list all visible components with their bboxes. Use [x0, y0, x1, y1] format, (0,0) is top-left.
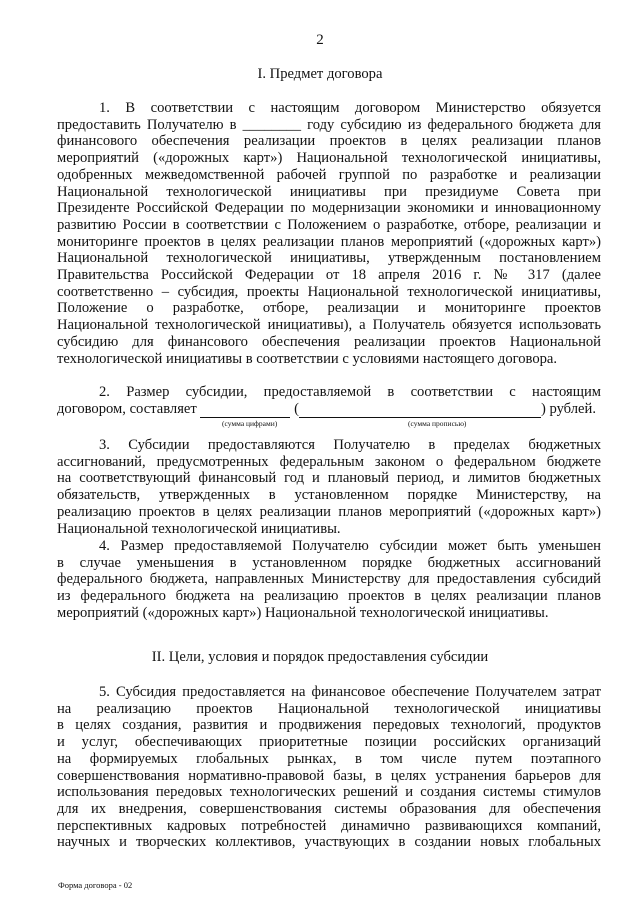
paren-open: ( — [294, 400, 299, 417]
section-title-2: II. Цели, условия и порядок предоставления субсидии — [151, 649, 489, 665]
paragraph-line: технологической инициативы в соответствии с условиями настоящего договора. — [57, 350, 558, 367]
paragraph-line: Национальной технологической инициативы, утвержденным постановлением — [57, 250, 601, 267]
paragraph-line: ассигнований, предусмотренных федеральным законом о федеральном бюджете — [57, 453, 601, 470]
paragraph-line: мониторинге проектов в целях реализации планов мероприятий («дорожных карт») — [57, 233, 601, 250]
paragraph-line: Положение о разработке, отборе, реализации и мониторинге проектов — [57, 300, 601, 317]
paragraph-1 — [57, 100, 601, 367]
paragraph-line: Национальной технологической инициативы. — [57, 520, 341, 537]
form-footer: Форма договора - 02 — [58, 880, 133, 890]
caption-words: (сумма прописью) — [408, 419, 467, 428]
paragraph-line: Правительства Российской Федерации от 18 апреля 2016 г. № 317 (далее — [57, 267, 601, 284]
paragraph-4 — [57, 538, 601, 622]
paragraph-line: 3. Субсидии предоставляются Получателю в пределах бюджетных — [99, 437, 601, 453]
paragraph-line: использования передовых технологических решений и создания системы стимулов — [57, 784, 601, 801]
paragraph-line: субсидию для финансового обеспечения реализации проектов Национальной — [57, 333, 601, 350]
paragraph-line: на формируемых глобальных рынках, в том числе путем поэтапного — [57, 750, 601, 767]
paragraph-line: реализацию проектов в целях реализации планов мероприятий («дорожных карт») — [57, 503, 601, 520]
paragraph-line — [57, 401, 601, 419]
paragraph-line: мероприятий («дорожных карт») Национальной технологической инициативы. — [57, 604, 549, 621]
paragraph-line: 5. Субсидия предоставляется на финансовое обеспечение Получателем затрат — [99, 684, 601, 700]
section-title-1: I. Предмет договора — [257, 66, 383, 82]
page-number: 2 — [316, 32, 324, 48]
paragraph-line: на реализацию проектов Национальной технологической инициативы — [57, 700, 601, 717]
paragraph-line: Национальной технологической инициативы при президиуме Совета при — [57, 183, 601, 200]
paragraph-line: Национальной технологической инициативы), а Получатель обязуется использовать — [57, 317, 601, 334]
paragraph-line: научных и творческих коллективов, участвующих в создании новых глобальных — [57, 834, 601, 851]
paragraph-line: предоставить Получателю в ________ году субсидию из федерального бюджета для — [57, 116, 601, 133]
paragraph-line: 4. Размер предоставляемой Получателю субсидии может быть уменьшен — [99, 538, 601, 554]
paragraph-line: для их внедрения, совершенствования системы образования для обеспечения — [57, 800, 601, 817]
paragraph-line: обязательств, утвержденных в установленном порядке Министерству, на — [57, 487, 601, 504]
paragraph-line: 1. В соответствии с настоящим договором Министерство обязуется — [99, 100, 601, 116]
amount-digits-blank — [200, 401, 290, 419]
paragraph-line: на соответствующий финансовый год и плановый период, и лимитов бюджетных — [57, 470, 601, 487]
paragraph-line: финансового обеспечения реализации проектов в целях реализации планов — [57, 133, 601, 150]
paragraph-line: мероприятий («дорожных карт») Национальной технологической инициативы, — [57, 150, 601, 167]
paragraph-line: и услуг, обеспечивающих приоритетные позиции российских организаций — [57, 734, 601, 751]
paragraph-line: 2. Размер субсидии, предоставляемой в соответствии с настоящим — [99, 384, 601, 400]
paragraph-3 — [57, 437, 601, 537]
paragraph-line: Президенте Российской Федерации по модернизации экономики и инновационному — [57, 200, 601, 217]
paragraph-line: соответственно – субсидия, проекты Национальной технологической инициативы, — [57, 283, 601, 300]
paragraph-line: в целях создания, развития и продвижения передовых технологий, продуктов — [57, 717, 601, 734]
paragraph-line: развитию России в соответствии с Положением о разработке, отборе, реализации и — [57, 216, 601, 233]
paragraph-line: в случае уменьшения в установленном порядке бюджетных ассигнований — [57, 554, 601, 571]
paragraph-2 — [57, 384, 601, 418]
paragraph-line: совершенствования нормативно-правовой базы, в целях устранения барьеров для — [57, 767, 601, 784]
amount-suffix: ) рублей. — [540, 400, 596, 417]
amount-label: договором, составляет — [57, 400, 197, 417]
paragraph-line: федерального бюджета, направленных Министерству для предоставления субсидий — [57, 571, 601, 588]
paragraph-5 — [57, 684, 601, 851]
caption-digits: (сумма цифрами) — [222, 419, 278, 428]
paragraph-line: одобренных межведомственной рабочей группой по разработке и реализации — [57, 166, 601, 183]
paragraph-line: перспективных кадровых потребностей динамично развивающихся компаний, — [57, 817, 601, 834]
amount-words-blank — [299, 401, 541, 419]
paragraph-line: из федерального бюджета на реализацию проектов в целях реализации планов — [57, 588, 601, 605]
